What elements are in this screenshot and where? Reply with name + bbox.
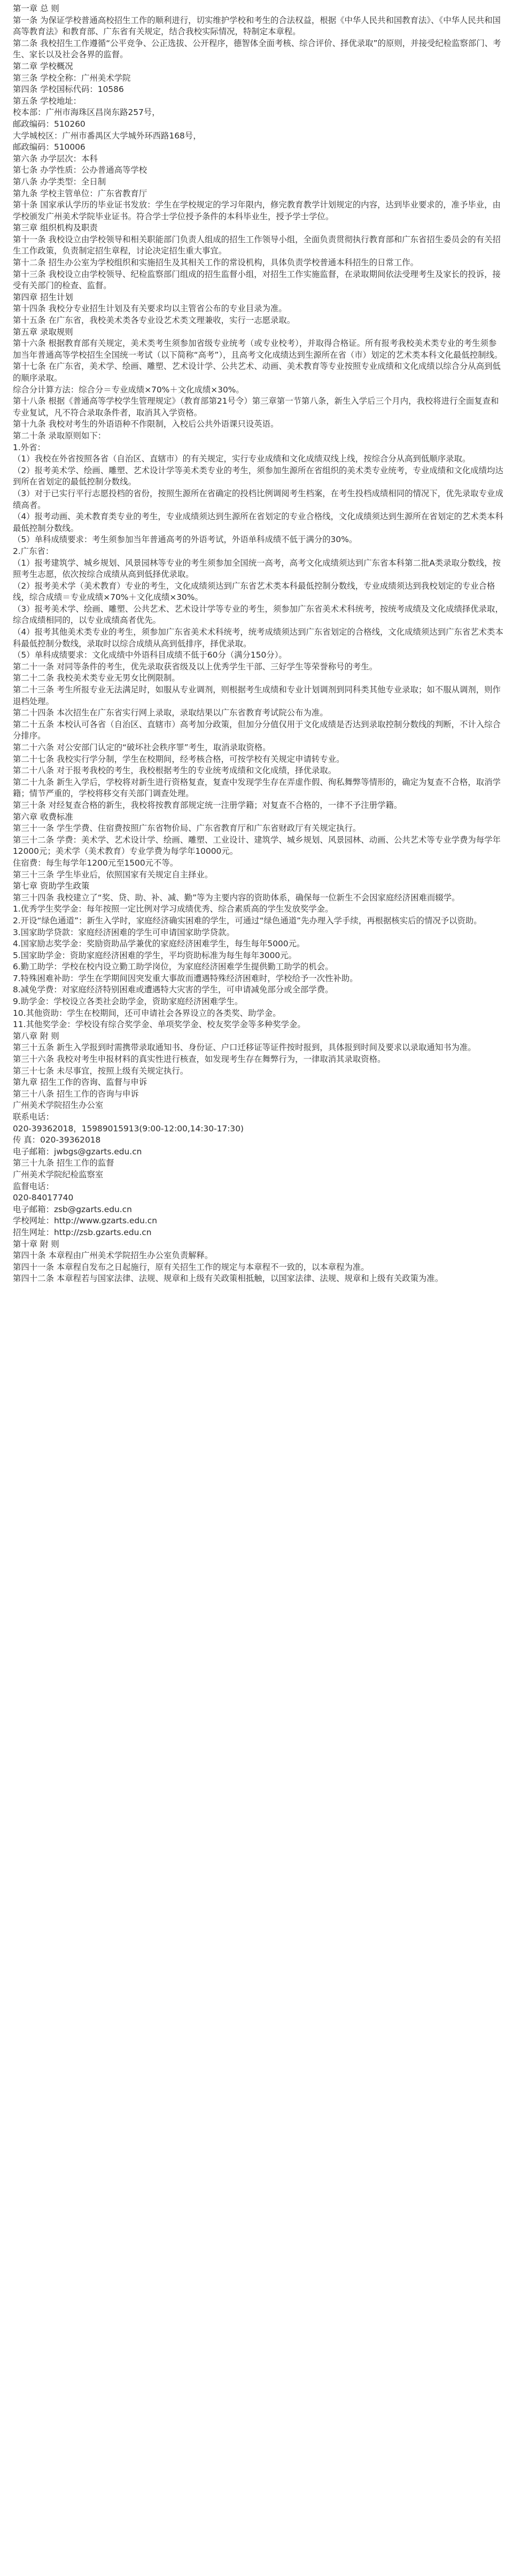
article-paragraph: 第三十九条 招生工作的监督 (13, 1158, 114, 1168)
text-line: （1）我校在外省按照各省（自治区、直辖市）的有关规定，实行专业成绩和文化成绩双线上线，按综合分从高到低顺序录取。 (13, 454, 471, 464)
article-paragraph: 第三十一条 学生学费、住宿费按照广东省物价局、广东省教育厅和广东省财政厅有关规定执行。 (13, 823, 361, 834)
text-line: （2）报考美术学（美术教育）专业的考生，文化成绩须达到广东省艺术类本科最低控制分数线，专业成绩须达到我校划定的专业合格线，综合成绩＝专业成绩×70%＋文化成绩×30%。 (13, 581, 495, 603)
article-paragraph: 第三条 学校全称：广州美术学院 (13, 73, 131, 83)
chapter-heading: 第六章 收费标准 (13, 812, 73, 822)
article-paragraph: 第十二条 招生办公室为学校组织和实施招生及其相关工作的常设机构，具体负责学校普通本科招生的日常工作。 (13, 258, 419, 268)
text-line: （5）单科成绩要求：文化成绩中外语科目成绩不低于60分（满分150分）。 (13, 650, 287, 660)
chapter-heading: 第二章 学校概况 (13, 61, 73, 71)
article-paragraph: 第三十五条 新生入学报到时需携带录取通知书、身份证、户口迁移证等证件按时报到，具体报到时间及要求以录取通知书为准。 (13, 1043, 476, 1053)
text-line: 邮政编码：510006 (13, 142, 86, 152)
article-paragraph: 第四十一条 本章程自发布之日起施行，原有关招生工作的规定与本章程不一致的，以本章程为准。 (13, 1262, 369, 1272)
text-line: 11.其他奖学金：学校设有综合奖学金、单项奖学金、校友奖学金等多种奖学金。 (13, 1020, 306, 1030)
chapter-heading: 第五章 录取规则 (13, 327, 73, 337)
article-paragraph: 第二十二条 我校美术类专业无男女比例限制。 (13, 673, 180, 683)
article-paragraph: 第三十八条 招生工作的咨询与申诉 (13, 1089, 139, 1099)
article-paragraph: 第十五条 在广东省，我校美术类各专业设艺术类文理兼收，实行一志愿录取。 (13, 315, 296, 326)
text-line: 联系电话： (13, 1112, 54, 1122)
text-line: 监督电话： (13, 1181, 54, 1191)
article-paragraph: 第十三条 我校设立由学校领导、纪检监察部门组成的招生监督小组，对招生工作实施监督，在录取期间依法受理考生及家长的投诉，接受有关部门的检查、监督。 (13, 269, 501, 291)
article-paragraph: 第十七条 在广东省，美术学、绘画、雕塑、艺术设计学、公共艺术、动画、美术教育等专业按照专业成绩和文化成绩以综合分从高到低的顺序录取。 (13, 361, 501, 383)
article-paragraph: 第三十条 对经复查合格的新生，我校将按教育部规定统一注册学籍；对复查不合格的，一律不予注册学籍。 (13, 800, 402, 810)
text-line: 传 真：020-39362018 (13, 1135, 101, 1145)
text-line: 1.优秀学生奖学金：每年按照一定比例对学习成绩优秀、综合素质高的学生发放奖学金。 (13, 904, 333, 914)
article-paragraph: 第三十七条 未尽事宜，按照上级有关规定执行。 (13, 1066, 189, 1076)
text-line: 6.勤工助学：学校在校内设立勤工助学岗位，为家庭经济困难学生提供勤工助学的机会。 (13, 962, 333, 972)
chapter-heading: 第九章 招生工作的咨询、监督与申诉 (13, 1077, 147, 1088)
article-paragraph: 第二十三条 考生所报专业无法满足时，如服从专业调剂，则根据考生成绩和专业计划调剂到同科类其他专业录取；如不服从调剂，则作退档处理。 (13, 685, 501, 706)
text-line: （4）报考其他美术类专业的考生，须参加广东省美术术科统考，统考成绩须达到广东省划定的合格线，文化成绩须达到广东省艺术类本科最低控制分数线，录取时以综合成绩从高到低排序，择优录取。 (13, 627, 503, 649)
article-paragraph: 第二十九条 新生入学后，学校将对新生进行资格复查，复查中发现学生存在弄虚作假、徇私舞弊等情形的，确定为复查不合格，取消学籍；情节严重的，学校将移交有关部门调查处理。 (13, 777, 501, 799)
article-paragraph: 第二条 我校招生工作遵循“公平竞争、公正选拔、公开程序，德智体全面考核、综合评价、择优录取”的原则，并接受纪检监察部门、考生、家长以及社会各界的监督。 (13, 38, 501, 60)
article-paragraph: 第三十二条 学费：美术学、艺术设计学、绘画、雕塑、工业设计、建筑学、城乡规划、风景园林、动画、公共艺术等专业学费为每学年12000元；美术学（美术教育）专业学费为每学年10000元。 (13, 835, 501, 857)
text-line: 邮政编码：510260 (13, 119, 86, 129)
article-paragraph: 第二十八条 对于报考我校的考生，我校根据考生的专业统考成绩和文化成绩，择优录取。 (13, 766, 337, 776)
text-line: 电子邮箱：jwbgs@gzarts.edu.cn (13, 1146, 142, 1156)
article-paragraph: 第一条 为保证学校普通高校招生工作的顺利进行，切实维护学校和考生的合法权益，根据《中华人民共和国教育法》、《中华人民共和国高等教育法》和教育部、广东省有关规定，结合我校实际情况，特制定本章程。 (13, 15, 501, 37)
text-line: （5）单科成绩要求：考生须参加当年普通高考的外语考试，外语单科成绩不低于满分的30%。 (13, 535, 357, 545)
article-paragraph: 第六条 办学层次：本科 (13, 153, 98, 164)
article-paragraph: 第七条 办学性质：公办普通高等学校 (13, 165, 147, 175)
text-line: 广州美术学院纪检监察室 (13, 1169, 104, 1179)
chapter-heading: 第四章 招生计划 (13, 292, 73, 302)
text-line: 校本部：广州市海珠区昌岗东路257号， (13, 107, 160, 118)
article-paragraph: 第二十四条 本次招生在广东省实行网上录取，录取结果以广东省教育考试院公布为准。 (13, 708, 328, 718)
article-paragraph: 第四十条 本章程由广州美术学院招生办公室负责解释。 (13, 1251, 213, 1261)
article-paragraph: 第十四条 我校分专业招生计划及有关要求均以主管省公布的专业目录为准。 (13, 304, 287, 314)
text-line: 招生网址：http://zsb.gzarts.edu.cn (13, 1227, 152, 1237)
article-paragraph: 第二十六条 对公安部门认定的“破坏社会秩序罪”考生，取消录取资格。 (13, 743, 271, 752)
text-line: 广州美术学院招生办公室 (13, 1100, 104, 1110)
text-line: 9.助学金：学校设立各类社会助学金，资助家庭经济困难学生。 (13, 997, 243, 1007)
text-line: 4.国家励志奖学金：奖励资助品学兼优的家庭经济困难学生，每生每年5000元。 (13, 939, 305, 949)
text-line: 1.外省： (13, 442, 45, 452)
article-paragraph: 第十一条 我校设立由学校领导和相关职能部门负责人组成的招生工作领导小组，全面负责贯彻执行教育部和广东省招生委员会的有关招生工作政策，负责制定招生章程，讨论决定招生重大事宜。 (13, 234, 501, 256)
text-line: 020-39362018，15989015913(9:00-12:00,14:30-17:30) (13, 1123, 244, 1133)
article-paragraph: 第四十二条 本章程若与国家法律、法规、规章和上级有关政策相抵触，以国家法律、法规、规章和上级有关政策为准。 (13, 1274, 444, 1284)
chapter-heading: 第八章 附 则 (13, 1031, 59, 1041)
admission-charter-document (0, 0, 513, 1285)
text-line: 住宿费：每生每学年1200元至1500元不等。 (13, 858, 178, 868)
article-paragraph: 第十九条 我校对考生的外语语种不作限制，入校后公共外语课只设英语。 (13, 419, 279, 429)
text-line: 3.国家助学贷款：家庭经济困难的学生可申请国家助学贷款。 (13, 927, 235, 937)
article-paragraph: 第二十条 录取原则如下： (13, 430, 106, 441)
article-paragraph: 第五条 学校地址： (13, 96, 82, 106)
chapter-heading: 第三章 组织机构及职责 (13, 223, 98, 233)
chapter-heading: 第十章 附 则 (13, 1239, 59, 1249)
chapter-heading: 第一章 总 则 (13, 4, 59, 13)
article-paragraph: 第十六条 根据教育部有关规定，美术类考生须参加省级专业统考（或专业校考），并取得合格证。所有报考我校美术类专业的考生须参加当年普通高等学校招生全国统一考试（以下简称“高考”），且高考文化成绩达到生源所在省（市）划定的艺术类本科文化最低控制线。 (13, 338, 503, 360)
text-line: （1）报考建筑学、城乡规划、风景园林等专业的考生须参加全国统一高考，高考文化成绩须达到广东省本科第二批A类录取分数线，按照考生志愿，依次按综合成绩从高到低择优录取。 (13, 558, 501, 580)
article-paragraph: 第九条 学校主管单位：广东省教育厅 (13, 188, 147, 198)
article-paragraph: 第二十五条 本校认可各省（自治区、直辖市）高考加分政策，但加分分值仅用于文化成绩是否达到录取控制分数线的判断，不计入综合分排序。 (13, 719, 501, 741)
text-line: 综合分计算方法：综合分＝专业成绩×70%＋文化成绩×30%。 (13, 384, 244, 395)
text-line: （2）报考美术学、绘画、雕塑、艺术设计学等美术类专业的考生，须参加生源所在省组织的美术类专业统考，专业成绩和文化成绩均达到所在省划定的最低控制分数线。 (13, 465, 503, 487)
article-paragraph: 第三十三条 学生毕业后，依照国家有关规定自主择业。 (13, 869, 213, 880)
text-line: 020-84017740 (13, 1193, 74, 1203)
text-line: （3）报考美术学、绘画、雕塑、公共艺术、艺术设计学等专业的考生，须参加广东省美术术科统考，按统考成绩及文化成绩择优录取，综合成绩相同的，以专业成绩高者优先。 (13, 604, 503, 626)
text-line: 8.减免学费：对家庭经济特别困难或遭遇特大灾害的学生，可申请减免部分或全部学费。 (13, 985, 333, 995)
text-line: （3）对于已实行平行志愿投档的省份，按照生源所在省确定的投档比例调阅考生档案，在考生投档成绩相同的情况下，优先录取专业成绩高者。 (13, 488, 503, 510)
article-paragraph: 第十条 国家承认学历的毕业证书发放：学生在学校规定的学习年限内，修完教育教学计划规定的内容，达到毕业要求的，准予毕业，由学校颁发广州美术学院毕业证书。符合学士学位授予条件的本科毕业生，授予学士学位。 (13, 200, 501, 221)
article-paragraph: 第八条 办学类型：全日制 (13, 176, 106, 187)
text-line: 电子邮箱：zsb@gzarts.edu.cn (13, 1204, 132, 1214)
text-line: 5.国家助学金：资助家庭经济困难的学生，平均资助标准为每生每年3000元。 (13, 950, 297, 960)
article-paragraph: 第三十四条 我校建立了“奖、贷、助、补、减、勤”等为主要内容的资助体系，确保每一位新生不会因家庭经济困难而辍学。 (13, 892, 460, 903)
text-line: （4）报考动画、美术教育类专业的考生，专业成绩须达到生源所在省划定的专业合格线，文化成绩须达到生源所在省划定的艺术类本科最低控制分数线。 (13, 512, 503, 533)
article-paragraph: 第二十一条 对同等条件的考生，优先录取获省级及以上优秀学生干部、三好学生等荣誉称号的考生。 (13, 661, 378, 672)
text-line: 7.特殊困难补助：学生在学期间因突发重大事故而遭遇特殊经济困难时，学校给予一次性补助。 (13, 973, 358, 983)
text-line: 学校网址：http://www.gzarts.edu.cn (13, 1216, 157, 1226)
article-paragraph: 第四条 学校国标代码：10586 (13, 84, 124, 95)
text-line: 2.广东省： (13, 546, 54, 556)
text-line: 10.其他资助：学生在校期间，还可申请社会各界设立的各类奖、助学金。 (13, 1008, 281, 1018)
text-line: 2.开设“绿色通道”：新生入学时，家庭经济确实困难的学生，可通过“绿色通道”先办理入学手续，再根据核实后的情况予以资助。 (13, 915, 482, 925)
text-line: 大学城校区：广州市番禺区大学城外环西路168号， (13, 130, 201, 141)
chapter-heading: 第七章 资助学生政策 (13, 881, 90, 891)
article-paragraph: 第二十七条 我校实行学分制，学生在校期间，经考核合格，可按学校有关规定申请转专业。 (13, 754, 345, 764)
article-paragraph: 第三十六条 我校对考生申报材料的真实性进行核查，如发现考生存在舞弊行为，一律取消其录取资格。 (13, 1054, 386, 1065)
article-paragraph: 第十八条 根据《普通高等学校学生管理规定》（教育部第21号令）第三章第一节第八条，新生入学后三个月内，我校将进行全面复查和专业复试，凡不符合录取条件者，取消其入学资格。 (13, 396, 499, 418)
